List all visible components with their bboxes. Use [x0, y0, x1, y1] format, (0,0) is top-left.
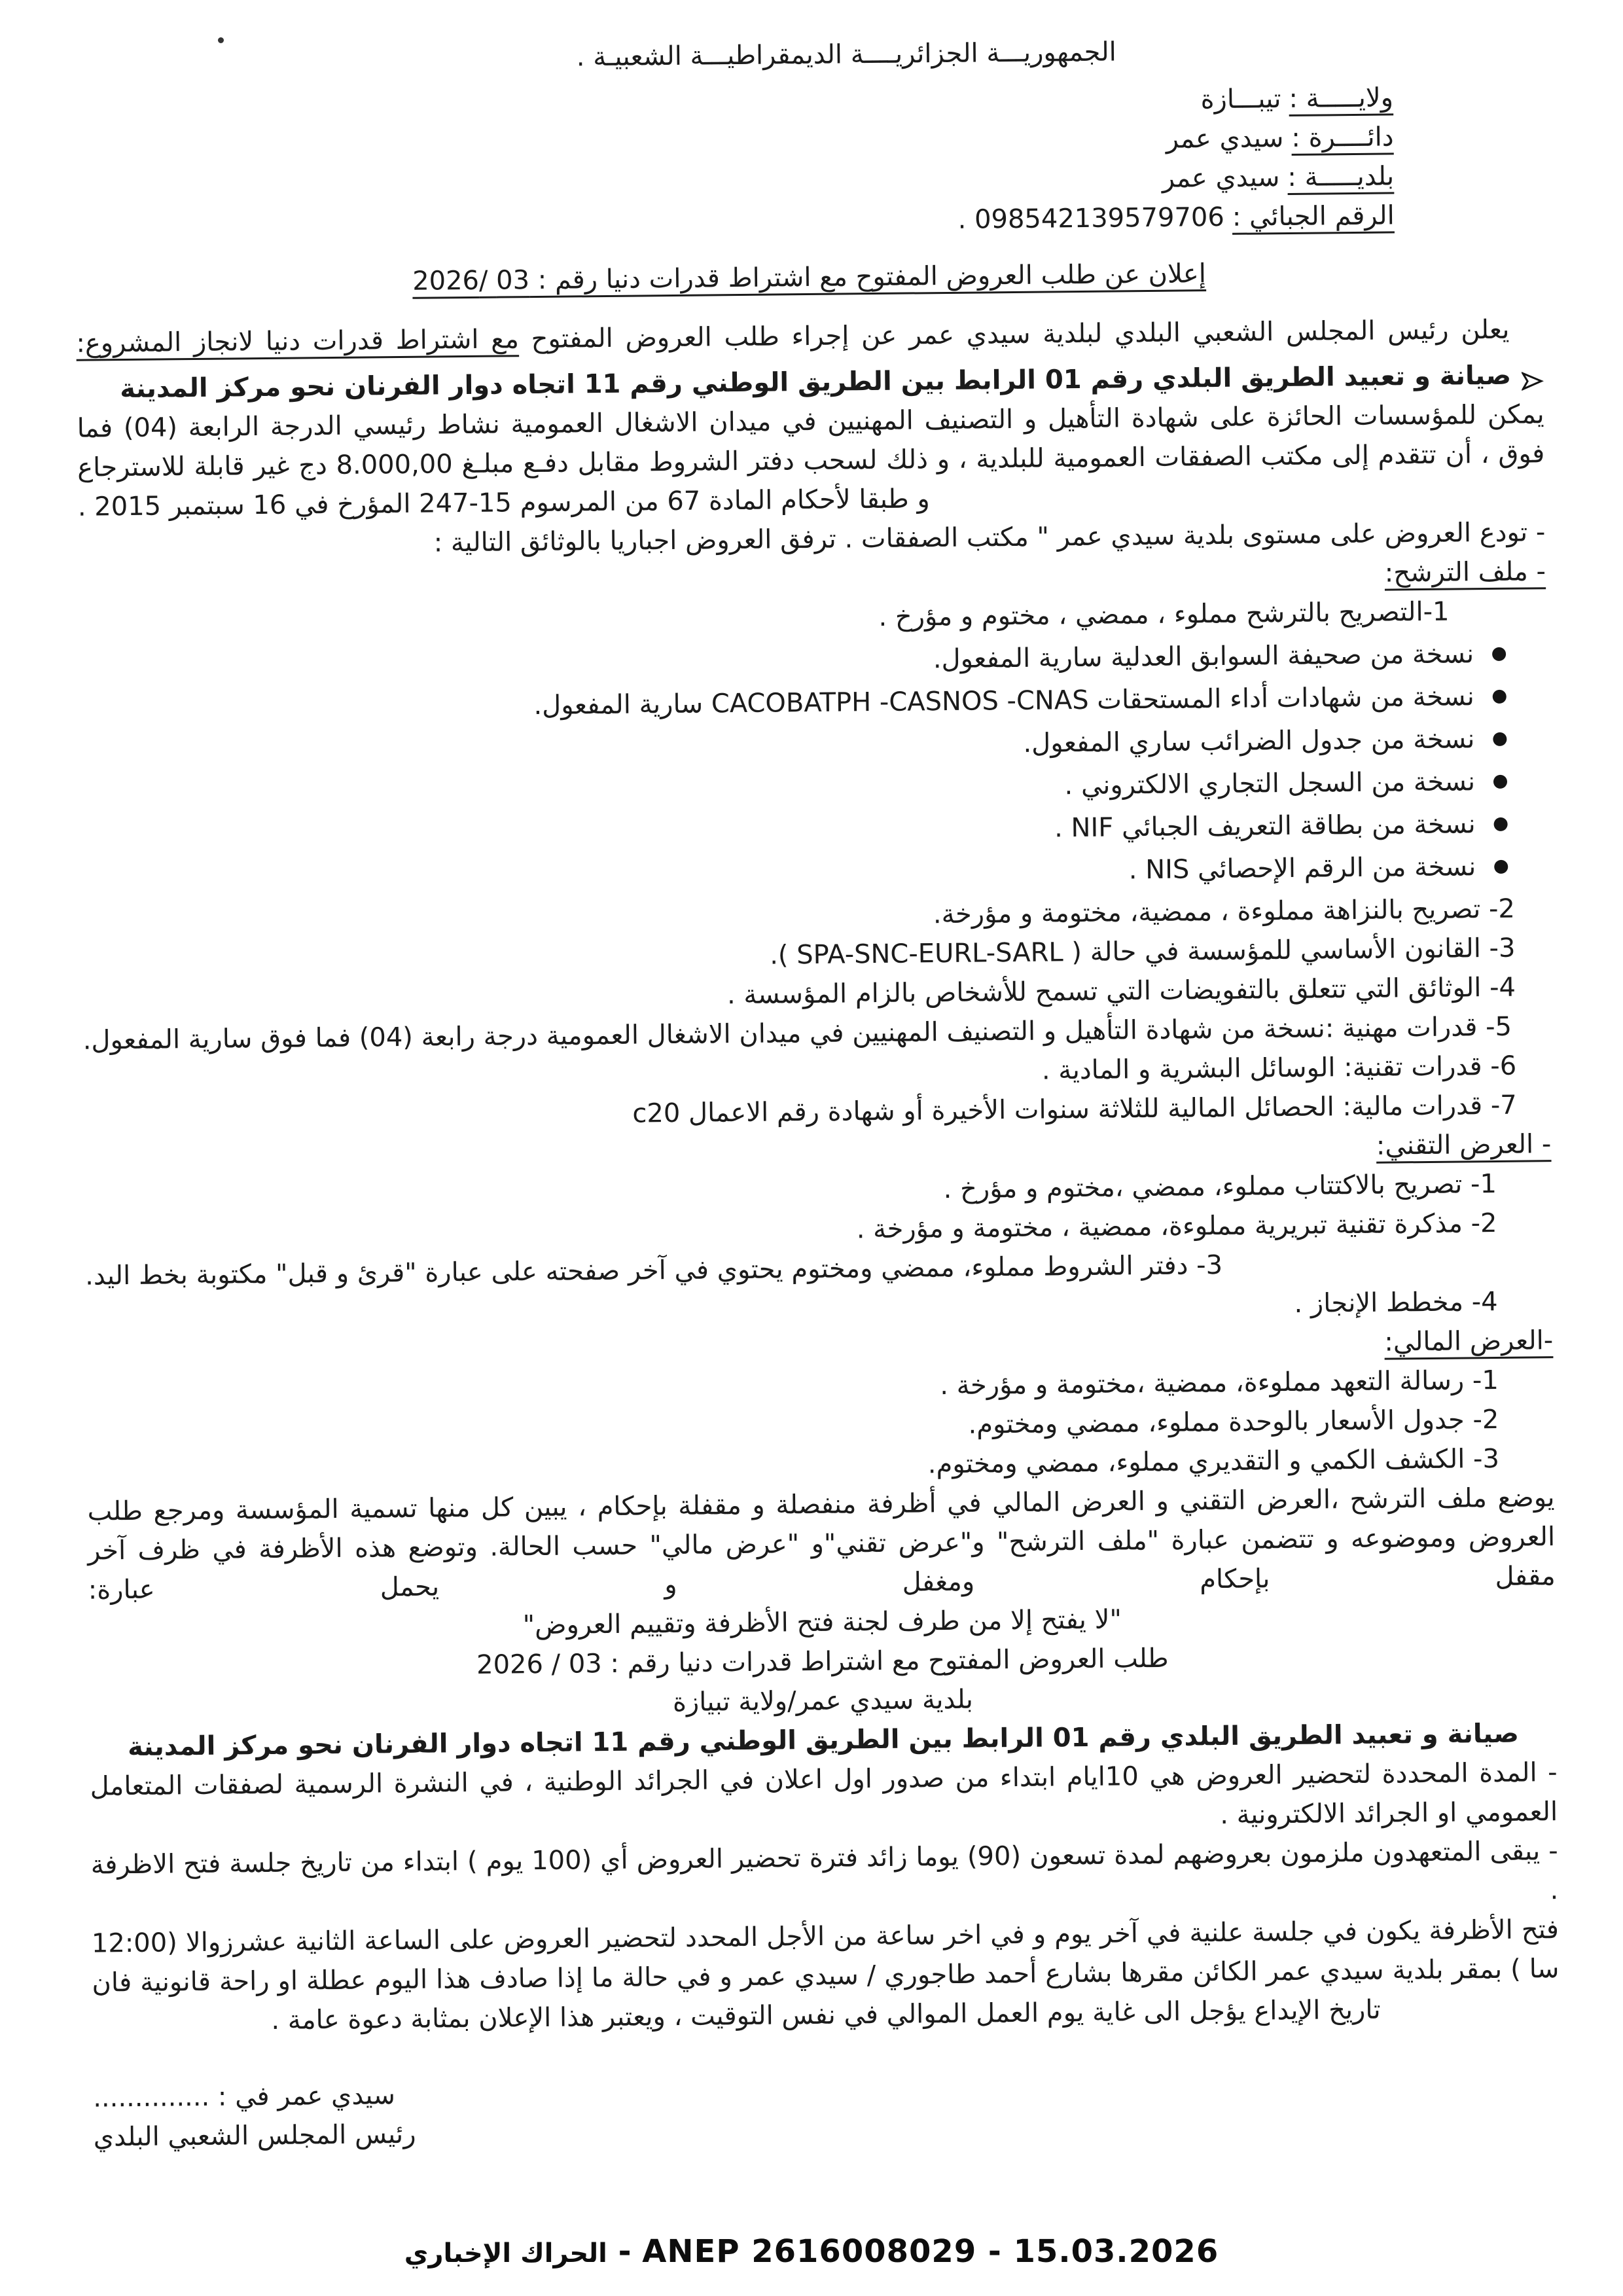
document-content [73, 28, 1561, 2157]
bullet-icon [1493, 732, 1507, 745]
candidacy-item-5: 5- قدرات مهنية :نسخة من شهادة التأهيل و التصنيف المهنيين في ميدان الاشغال العمومية درجة رابعة (04) فما فوق سارية المفعول. [82, 1011, 1512, 1056]
commune-label: بلديـــــة : [1287, 161, 1395, 192]
envelope-instructions-paragraph: يوضع ملف الترشح ،العرض التقني و العرض المالي في أظرفة منفصلة و مقفلة بإحكام ، يبين كل منها تسمية المؤسسة ومرجع طلب العروض وموضوعه و تتضمن عبارة "ملف الترشح" و"عرض تقني"و "عرض مالي" حسب الحالة. وتوضع هذه الأظرفة في ظرف آخر مقفل بإحكام ومغفل و يحمل عبارة: [87, 1482, 1556, 1605]
candidacy-item-4: 4- الوثائق التي تتعلق بالتفويضات التي تسمح للأشخاص بالزام المؤسسة . [726, 972, 1516, 1011]
bullet-text: نسخة من صحيفة السوابق العدلية سارية المفعول. [933, 639, 1474, 675]
bullet-text: نسخة من الرقم الإحصائي NIS . [1128, 852, 1476, 886]
candidacy-item-7: 7- قدرات مالية: الحصائل المالية للثلاثة سنوات الأخيرة أو شهادة رقم الاعمال c20 [632, 1090, 1517, 1129]
candidacy-item-2: 2- تصريح بالنزاهة مملوءة ، ممضية، مختومة و مؤرخة. [933, 893, 1516, 930]
candidacy-item-3: 3- القانون الأساسي للمؤسسة في حالة ( SPA-SNC-EURL-SARL ). [769, 933, 1516, 971]
technical-item-1: 1- تصريح بالاكتتاب مملوء، ممضي ،مختوم و مؤرخ . [943, 1168, 1497, 1205]
commune-value: سيدي عمر [1162, 162, 1280, 194]
intro-lead: يعلن رئيس المجلس الشعبي البلدي لبلدية سيدي عمر عن إجراء طلب العروض المفتوح [518, 314, 1510, 355]
tender-reference-line: طلب العروض المفتوح مع اشتراط قدرات دنيا رقم : 03 / 2026 [476, 1643, 1169, 1680]
technical-offer-heading: - العرض التقني: [1376, 1129, 1552, 1161]
candidacy-heading: - ملف الترشح: [1384, 556, 1546, 588]
daira-label: دائــــرة : [1291, 122, 1394, 153]
financial-item-2: 2- جدول الأسعار بالوحدة مملوء، ممضي ومختوم. [968, 1404, 1499, 1440]
footer-publisher-arabic: الحراك الإخباري [404, 2238, 607, 2269]
offer-validity-paragraph: - يبقى المتعهدون ملزمون بعروضهم لمدة تسعون (90) يوما زائد فترة تحضير العروض أي (100 يوم ) ابتداء من تاريخ جلسة فتح الاظرفة . [90, 1836, 1559, 1906]
bullet-text: نسخة من بطاقة التعريف الجبائي NIF . [1054, 809, 1476, 844]
preparation-duration-paragraph: - المدة المحددة لتحضير العروض هي 10ايام ابتداء من صدور اول اعلان في الجرائد الوطنية ، في النشرة الرسمية لصفقات المتعامل العمومي او الجرائد الالكترونية . [90, 1757, 1558, 1831]
project-title-text: صيانة و تعبيد الطريق البلدي رقم 01 الرابط بين الطريق الوطني رقم 11 اتجاه دوار الفرنان نحو مركز المدينة [120, 360, 1512, 404]
signature-block [93, 2064, 1561, 2157]
bullet-icon [1494, 817, 1508, 831]
project-title-repeat-line: صيانة و تعبيد الطريق البلدي رقم 01 الرابط بين الطريق الوطني رقم 11 اتجاه دوار الفرنان نحو مركز المدينة [127, 1718, 1520, 1763]
anep-footer-line [0, 2233, 1623, 2270]
administrative-block [74, 77, 1543, 248]
daira-value: سيدي عمر [1166, 123, 1284, 154]
financial-item-3: 3- الكشف الكمي و التقديري مملوء، ممضي ومختوم. [927, 1443, 1500, 1480]
intro-underlined-tail: مع اشتراط قدرات دنيا لانجاز المشروع: [76, 324, 520, 359]
eligibility-paragraph: يمكن للمؤسسات الحائزة على شهادة التأهيل و التصنيف المهنيين في ميدان الاشغال العمومية نشاط رئيسي الدرجة الرابعة (04) فما فوق ، أن تتقدم إلى مكتب الصفقات العمومية للبلدية ، و ذلك لسحب دفتر الشروط مقابل دفـع مبلـغ 8.000,00 دج غير قابلة للاسترجاع و طبقا لأحكام المادة 67 من المرسوم 15-247 المؤرخ في 16 سبتمبر 2015 . [77, 399, 1545, 522]
candidacy-item-1: 1-التصريح بالترشح مملوء ، ممضي ، مختوم و مؤرخ . [878, 596, 1450, 632]
envelope-quote-line: "لا يفتح إلا من طرف لجنة فتح الأظرفة وتقييم العروض" [522, 1604, 1122, 1641]
tax-number-value: 098542139579706 . [957, 202, 1225, 235]
financial-item-1: 1- رسالة التعهد مملوءة، ممضية ،مختومة و مؤرخة . [939, 1365, 1499, 1401]
republic-header: الجمهوريـــة الجزائريــــة الديمقراطيـــة الشعبيـة . [576, 37, 1116, 73]
bullet-icon [1493, 689, 1507, 703]
technical-item-2: 2- مذكرة تقنية تبريرية مملوءة، ممضية ، مختومة و مؤرخة . [856, 1208, 1497, 1245]
bullet-icon [1492, 647, 1506, 660]
bullet-text: نسخة من السجل التجاري الالكتروني . [1064, 766, 1476, 801]
submission-line: - تودع العروض على مستوى بلدية سيدي عمر " مكتب الصفقات . ترفق العروض اجباريا بالوثائق التالية : [433, 517, 1546, 558]
intro-paragraph [76, 310, 1543, 363]
signature-place-date: سيدي عمر في : .............. [92, 2080, 396, 2113]
candidacy-item-6: 6- قدرات تقنية: الوسائل البشرية و المادية . [1041, 1050, 1517, 1086]
wilaya-label: ولايـــــة : [1289, 82, 1394, 114]
bullet-icon [1494, 859, 1508, 873]
bullet-text: نسخة من جدول الضرائب ساري المفعول. [1023, 724, 1475, 759]
technical-item-3: 3- دفتر الشروط مملوء، ممضي ومختوم يحتوي في آخر صفحته على عبارة "قرئ و قبل" مكتوبة بخط اليد. [84, 1249, 1223, 1291]
announcement-title: إعلان عن طلب العروض المفتوح مع اشتراط قدرات دنيا رقم : 03 /2026 [412, 259, 1207, 296]
tax-number-label: الرقم الجبائي : [1232, 200, 1395, 232]
signature-title: رئيس المجلس الشعبي البلدي [93, 2119, 416, 2153]
financial-offer-heading: -العرض المالي: [1384, 1325, 1554, 1357]
technical-item-4: 4- مخطط الإنجاز . [1294, 1286, 1498, 1319]
commune-wilaya-line: بلدية سيدي عمر/ولاية تبيازة [672, 1684, 974, 1718]
wilaya-value: تيبـــازة [1200, 84, 1281, 115]
bullet-icon [1493, 774, 1507, 788]
envelope-opening-paragraph: فتح الأظرفة يكون في جلسة علنية في آخر يوم و في اخر ساعة من الأجل المحدد لتحضير العروض على الساعة الثانية عشرزوالا (12:00 سا ) بمقر بلدية سيدي عمر الكائن مقرها بشارع أحمد طاجوري / سيدي عمر و في حالة ما إذا صادف هذا اليوم عطلة او راحة قانونية فان تاريخ الإيداع يؤجل الى غاية يوم العمل الموالي في نفس التوقيت ، ويعتبر هذا الإعلان بمثابة دعوة عامة . [91, 1914, 1560, 2036]
arrowhead-right-icon [1522, 364, 1544, 386]
footer-anep-reference: ANEP 2616008029 - 15.03.2026 [642, 2233, 1219, 2270]
footer-separator: - [607, 2233, 643, 2270]
bullet-text: نسخة من شهادات أداء المستحقات CACOBATPH -CASNOS -CNAS سارية المفعول. [533, 681, 1474, 721]
